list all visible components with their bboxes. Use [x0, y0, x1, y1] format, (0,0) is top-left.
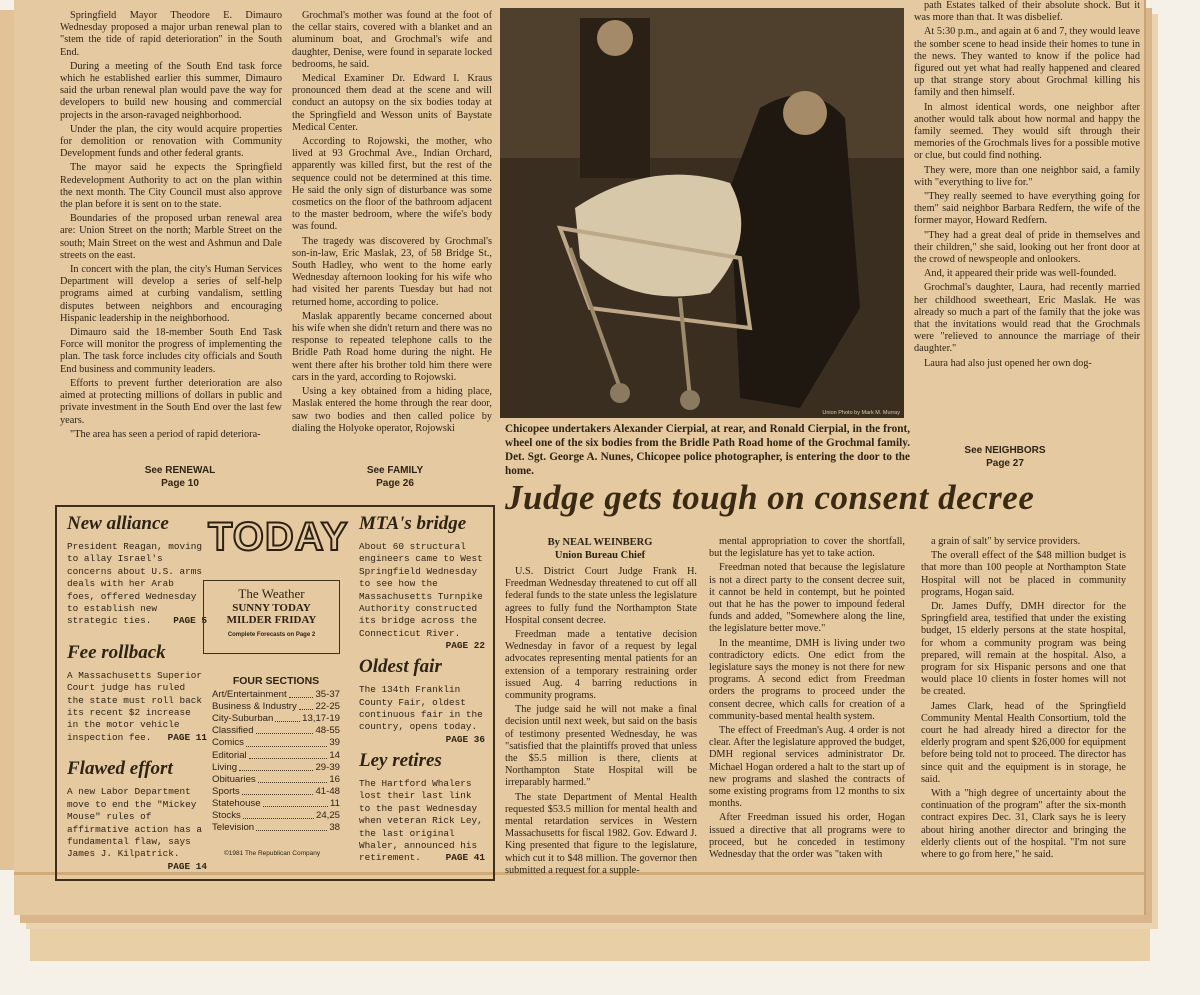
index-item-summary	[359, 541, 485, 652]
renewal-paragraph: The mayor said he expects the Springfield Redevelopment Authority to act on the plan within the next month. The City Council must also approve the plan before it is sent on to the state.	[60, 162, 282, 211]
section-row	[212, 798, 340, 810]
family-paragraph: Maslak apparently became concerned about his wife when she didn't return and there was no response to repeated telephone calls to the Bridle Path Road home during the night. He went there after his brother told him there were cars in the yard, according to Rojowski.	[292, 310, 492, 383]
index-item	[359, 656, 485, 745]
neighbors-paragraph: In almost identical words, one neighbor after another would talk about how normal and happy the family seemed. They would sift through their memories of the Grochmals lives for a possible motive or clue, but could find nothing.	[914, 101, 1140, 162]
section-pages: 29-39	[315, 761, 340, 773]
photo-credit: Union Photo by Mark M. Murray	[822, 410, 900, 416]
section-leader	[289, 689, 314, 698]
section-leader	[275, 713, 300, 722]
section-row	[212, 762, 340, 774]
family-story-column	[292, 10, 492, 437]
section-leader	[239, 762, 313, 771]
index-item	[359, 513, 485, 652]
renewal-jump	[120, 464, 240, 490]
renewal-see: See RENEWAL	[144, 465, 216, 476]
index-item-summary	[67, 541, 207, 628]
section-name: Stocks	[212, 810, 241, 822]
section-name: Comics	[212, 737, 244, 749]
consent-story-col1	[505, 566, 697, 879]
section-leader	[249, 750, 328, 759]
consent-col3-paragraph: Dr. James Duffy, DMH director for the Springfield area, testified that under the existing budget, 15 elderly persons at the state hospital, for whom a community program was being prepared, will remain at the hospital. Also, a program for six Hispanic persons and one that would place 10 clients in foster homes will not be created.	[921, 601, 1126, 698]
byline	[505, 536, 695, 562]
family-paragraph: Using a key obtained from a hiding place, Maslak entered the home through the rear door, saw two bodies and then called police by dialing the Holyoke operator, Rojowski	[292, 386, 492, 434]
section-name: Sports	[212, 785, 240, 797]
consent-col2-paragraph: The effect of Freedman's Aug. 4 order is not clear. After the legislature approved the budget, DMH regional services administrator Dr. Michael Hogan ordered a halt to the start up of new programs and slashed the contracts of some existing programs from 12 months to six months.	[709, 725, 905, 810]
index-right-items	[359, 513, 485, 881]
consent-col2-paragraph: In the meantime, DMH is living under two contradictory edicts. One edict from the legislature says the money is not there for new programs. A second edict from Freedman orders the programs to proceed under the consent decree, which calls for creation of a community-based mental health system.	[709, 637, 905, 722]
index-item-summary	[67, 670, 207, 744]
consent-col3-paragraph: The overall effect of the $48 million budget is that more than 100 people at Northampton State Hospital will not be placed in community programs, Hogan said.	[921, 550, 1126, 598]
consent-col2-paragraph: mental appropriation to cover the shortfall, but the legislature has yet to take action.	[709, 536, 905, 560]
consent-col2-paragraph: Freedman noted that because the legislature is not a direct party to the consent decree suit, it cannot be held in contempt, but he pointed out that he has the power to impound federal funds and added, "Somewhere along the line, the legislature better move."	[709, 562, 905, 635]
renewal-paragraph: Under the plan, the city would acquire properties for demolition or renovation with Community Development funds and other federal grants.	[60, 123, 282, 160]
index-item-page: PAGE 22	[445, 640, 485, 652]
section-name: Statehouse	[212, 797, 261, 809]
neighbors-paragraph: Laura had also just opened her own dog-	[924, 357, 1092, 369]
sections-list	[212, 689, 340, 834]
section-leader	[258, 774, 328, 783]
section-name: Art/Entertainment	[212, 689, 287, 701]
section-leader	[246, 737, 327, 746]
neighbors-page: Page 27	[986, 458, 1024, 469]
section-row	[212, 713, 340, 725]
consent-col3-paragraph: With a "high degree of uncertainty about the continuation of the program" after the six-month contract expires Dec. 31, Clark says he is leery about hiring another director and bringing the elderly clients out of the hospital. "I'm not sure where to go from here," he said.	[921, 788, 1126, 861]
section-leader	[299, 701, 314, 710]
index-item-headline: Flawed effort	[67, 758, 173, 780]
section-name: Obituaries	[212, 773, 256, 785]
index-item-text: A Massachusetts Superior Court judge has ruled the state must roll back its recent $2 increase in the motor vehicle inspection fee.	[67, 669, 203, 743]
today-logo: TODAY	[208, 515, 349, 559]
family-paragraph: According to Rojowski, the mother, who lived at 93 Grochmal Ave., Indian Orchard, apparently was killed first, but the rest of the sequence could not be determined at this time. He said the only sign of disturbance was some cosmetics on the floor of the bathroom adjacent to the master bedroom, where the wife's body was found.	[292, 136, 492, 233]
consent-col1-paragraph: U.S. District Court Judge Frank H. Freedman Wednesday threatened to cut off all federal funds to the state unless the legislature agrees to fully fund the Northampton State Hospital consent decree.	[505, 566, 697, 626]
main-headline: Judge gets tough on consent decree	[505, 478, 1035, 517]
family-paragraph: Medical Examiner Dr. Edward I. Kraus pronounced them dead at the scene and will conduct an autopsy on the six bodies today at the Springfield and Wesson units of Baystate Medical Center.	[292, 73, 492, 133]
index-item-page: PAGE 41	[445, 852, 485, 864]
section-name: Living	[212, 761, 238, 773]
neighbors-story-column	[914, 0, 1140, 372]
renewal-paragraph: "The area has seen a period of rapid deteriora-	[70, 428, 261, 440]
section-name: Classified	[212, 725, 254, 737]
index-item-summary	[359, 684, 485, 745]
family-paragraph: Grochmal's mother was found at the foot of the cellar stairs, covered with a blanket and an aluminum boat, and Grochmal's wife and daughter, Denise, were found in separate locked bedrooms, he said.	[292, 10, 492, 70]
section-row	[212, 786, 340, 798]
index-item-headline: MTA's bridge	[359, 513, 467, 534]
section-leader	[256, 725, 314, 734]
copyright: ©1981 The Republican Company	[224, 850, 321, 857]
consent-col3-paragraph: James Clark, head of the Springfield Community Mental Health Consortium, told the court he had already hired a director for the elderly program and spent $26,000 for equipment before being told not to proceed. The director has since quit and the equipment is in storage, he said.	[921, 700, 1126, 785]
index-item-page: PAGE 11	[167, 731, 207, 743]
section-pages: 13,17-19	[302, 713, 340, 725]
neighbors-paragraph: "They had a great deal of pride in themselves and their children," she said, looking out her front door at the crowd of newspeople and onlookers.	[914, 229, 1140, 266]
section-pages: 16	[329, 773, 340, 785]
renewal-paragraph: In concert with the plan, the city's Human Services Department will develop a series of self-help programs aimed at curbing vandalism, settling disputes between neighbors and encouraging Hispanic leadership in the neighborhood.	[60, 264, 282, 324]
index-item-page: PAGE 36	[445, 733, 485, 745]
news-photo	[500, 8, 904, 418]
index-item-headline: Fee rollback	[67, 641, 166, 663]
index-item-summary	[359, 778, 485, 865]
section-row	[212, 689, 340, 701]
index-item-text: The 134th Franklin County Fair, oldest continuous fair in the country, opens today.	[359, 684, 483, 733]
index-item-summary	[67, 786, 207, 872]
section-row	[212, 810, 340, 822]
section-pages: 11	[330, 797, 340, 809]
index-item-page: PAGE 5	[173, 615, 207, 627]
consent-col2-paragraph: After Freedman issued his order, Hogan issued a directive that all programs were to proceed, but he conceded in testimony Wednesday that the order was "taken with	[709, 812, 905, 861]
weather-note: Complete Forecasts on Page 2	[227, 632, 316, 638]
section-name: Business & Industry	[212, 701, 297, 713]
renewal-paragraph: Boundaries of the proposed urban renewal area are: Union Street on the north; Marble Street on the south; Main Street on the west and Ashmun and Dale streets on the east.	[60, 213, 282, 261]
consent-col3-paragraph: a grain of salt" by service providers.	[931, 536, 1081, 547]
byline-title: Union Bureau Chief	[554, 550, 646, 561]
index-item	[67, 513, 207, 628]
index-item-text: About 60 structural engineers came to West Springfield Wednesday to see how the Massachusetts Turnpike Authority constructed its bridge across the Connecticut River.	[359, 541, 483, 639]
neighbors-paragraph: Grochmal's daughter, Laura, had recently married her childhood sweetheart, Eric Maslak. He was already so much a part of the family that the joke was that the invitations would read that the Grochmals were "relieved to announce the marriage of their daughter."	[914, 282, 1140, 355]
section-row	[212, 725, 340, 737]
section-pages: 35-37	[315, 689, 340, 701]
section-pages: 41-48	[315, 785, 340, 797]
section-leader	[243, 810, 314, 819]
neighbors-paragraph: And, it appeared their pride was well-founded.	[924, 268, 1117, 280]
section-pages: 38	[329, 822, 340, 834]
index-item	[67, 758, 207, 872]
sections-title: FOUR SECTIONS	[232, 675, 320, 687]
section-pages: 22-25	[315, 701, 340, 713]
photo-illustration	[500, 8, 904, 418]
section-pages: 24,25	[315, 810, 340, 822]
section-pages: 14	[329, 749, 340, 761]
weather-line1: SUNNY TODAY	[232, 602, 311, 614]
renewal-paragraph: Efforts to prevent further deterioration are also aimed at protecting millions of dollars in public and private investment in the South End over the last few years.	[60, 377, 282, 426]
section-name: Television	[212, 822, 255, 834]
section-name: Editorial	[212, 749, 247, 761]
index-item	[359, 750, 485, 865]
consent-story-col2	[709, 536, 905, 863]
index-left-items	[67, 513, 207, 875]
photo-caption: Chicopee undertakers Alexander Cierpial, at rear, and Ronald Cierpial, in the front, wheel one of the six bodies from the Bridle Path Road home of the Grochmal family. Det. Sgt. George A. Nunes, Chicopee police photographer, is entering the door to the home.	[505, 423, 910, 477]
section-row	[212, 701, 340, 713]
neighbors-jump	[945, 444, 1065, 470]
renewal-story-column	[60, 10, 282, 443]
renewal-paragraph: Springfield Mayor Theodore E. Dimauro Wednesday proposed a major urban renewal plan to "stem the tide of rapid deterioration" in the South End.	[60, 10, 282, 58]
renewal-paragraph: During a meeting of the South End task force which he established earlier this summer, Dimauro said the urban renewal plan would pave the way for developers to build new housing and commercial projects in the arson-ravaged neighborhood.	[60, 60, 282, 121]
index-item-page: PAGE 14	[167, 860, 207, 872]
neighbors-paragraph: At 5:30 p.m., and again at 6 and 7, they would leave the somber scene to head inside their homes to tune in the news. They wanted to know if the police had figured out yet what had really happened and cleared up that strange story about Grochmal killing his family and then himself.	[914, 26, 1140, 99]
family-paragraph: The tragedy was discovered by Grochmal's son-in-law, Eric Maslak, 23, of 58 Bridge St., South Hadley, who went to the home early Wednesday afternoon looking for his wife who had visited her parents Tuesday but had not returned home, according to police.	[292, 235, 492, 308]
family-see: See FAMILY	[366, 465, 424, 476]
family-jump	[340, 464, 450, 490]
section-row	[212, 822, 340, 834]
section-name: City-Suburban	[212, 713, 274, 725]
neighbors-paragraph: path Estates talked of their absolute shock. But it was more than that. It was disbelief.	[914, 0, 1140, 24]
section-leader	[256, 822, 327, 831]
index-item-headline: New alliance	[67, 513, 169, 534]
neighbors-paragraph: They were, more than one neighbor said, a family with "everything to live for."	[914, 164, 1140, 188]
neighbors-see: See NEIGHBORS	[964, 445, 1046, 456]
neighbors-paragraph: "They really seemed to have everything going for them" said neighbor Barbara Redfern, the wife of the former mayor, Howard Redfern.	[914, 191, 1140, 227]
index-item-text: President Reagan, moving to allay Israel's concerns about U.S. arms deals with her Arab foes, offered Wednesday to establish new strategic ties.	[67, 541, 203, 627]
section-leader	[242, 786, 314, 795]
family-page: Page 26	[376, 478, 414, 489]
index-item-text: A new Labor Department move to end the "Mickey Mouse" rules of affirmative action has a fundamental flaw, says James J. Kilpatrick.	[67, 786, 203, 860]
index-item-headline: Oldest fair	[359, 656, 442, 678]
weather-title: The Weather	[238, 586, 305, 601]
section-row	[212, 774, 340, 786]
index-item-text: The Hartford Whalers lost their last link to the past Wednesday when veteran Rick Ley, the last original Whaler, announced his retirement.	[359, 777, 483, 864]
weather-box	[203, 580, 340, 654]
weather-line2: MILDER FRIDAY	[226, 614, 317, 626]
section-row	[212, 750, 340, 762]
renewal-paragraph: Dimauro said the 18-member South End Task Force will monitor the progress of implementing the plan. The task force includes city officials and South End business and community leaders.	[60, 327, 282, 375]
consent-col1-paragraph: The judge said he will not make a final decision until next week, but said on the basis of testimony presented Wednesday, he was "satisfied that the plaintiffs proved that unless the $5.5 million is there, clients at Northampton State Hospital will be irreparably harmed."	[505, 704, 697, 789]
index-item-headline: Ley retires	[359, 749, 442, 771]
sections-index	[212, 675, 340, 834]
renewal-page: Page 10	[161, 478, 199, 489]
consent-col1-paragraph: Freedman made a tentative decision Wednesday in favor of a request by legal advocates representing mental patients for an extension of a temporary restraining order issued Aug. 4 barring reductions in community programs.	[505, 629, 697, 702]
section-pages: 48-55	[315, 725, 340, 737]
consent-col1-paragraph: The state Department of Mental Health requested $53.5 million for mental health and mental retardation services in Western Massachusetts for fiscal 1982. Gov. Edward J. King presented that figure to the legislature, which cut it to $48 million. The governor then submitted a request for a supple-	[505, 791, 697, 876]
byline-name: By NEAL WEINBERG	[547, 537, 653, 548]
section-row	[212, 737, 340, 749]
section-pages: 39	[329, 737, 340, 749]
section-leader	[263, 798, 328, 807]
consent-story-col3	[921, 536, 1126, 863]
index-item	[67, 642, 207, 744]
